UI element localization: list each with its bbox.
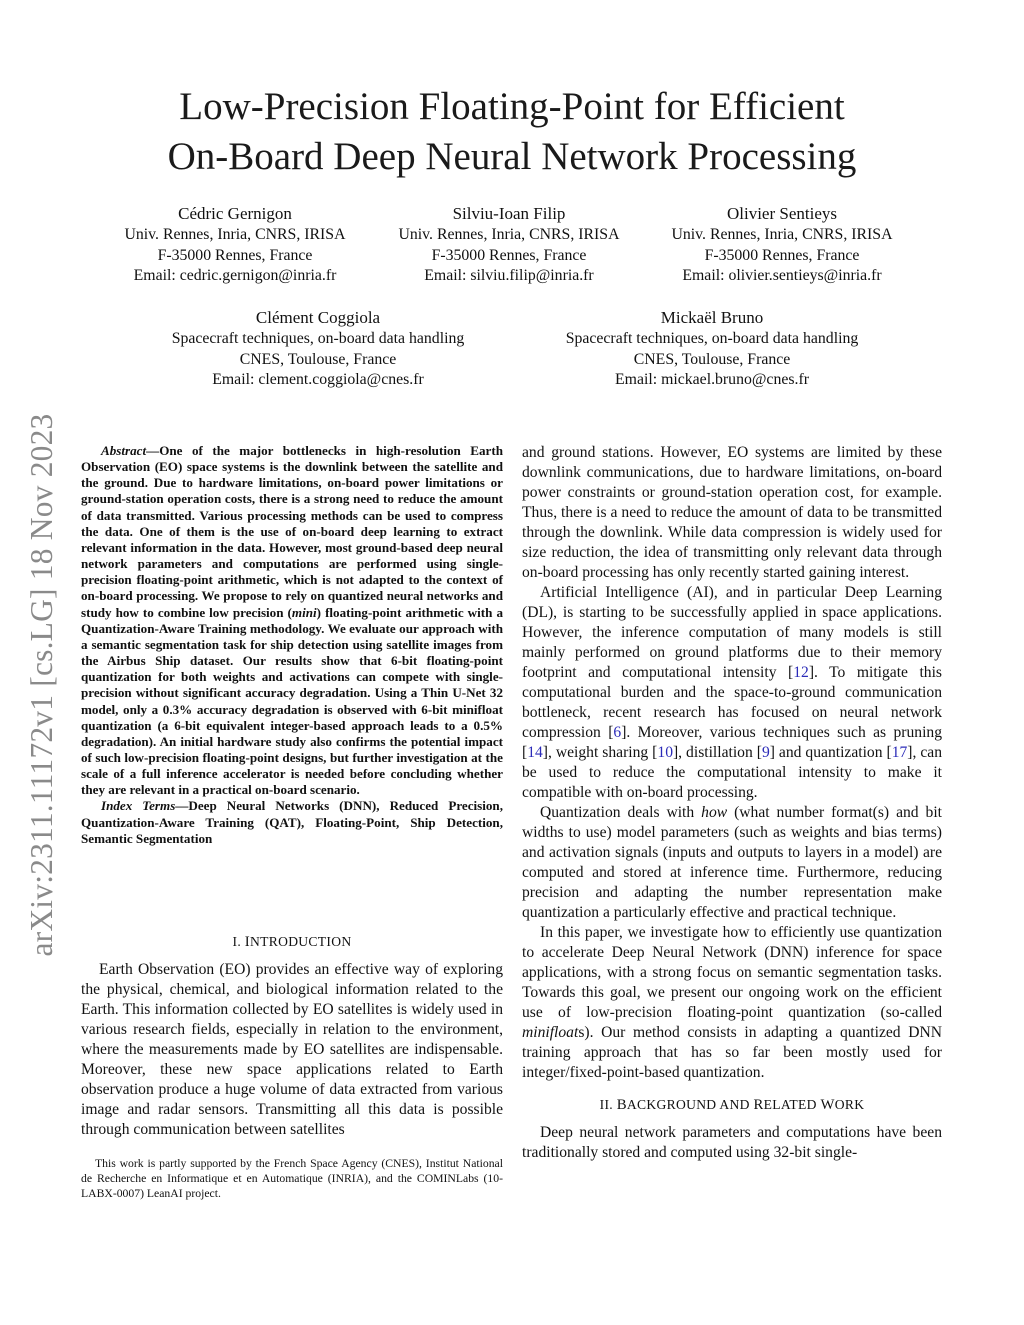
author-affiliation: Univ. Rennes, Inria, CNRS, IRISA [671,226,893,243]
author-email: Email: clement.coggiola@cnes.fr [212,371,424,388]
title-line-1: Low-Precision Floating-Point for Efficient [179,85,845,128]
author-name: Olivier Sentieys [726,204,837,223]
abstract-label: Abstract [101,443,147,458]
author-block-gernigon [115,203,355,287]
author-affiliation: Univ. Rennes, Inria, CNRS, IRISA [398,226,620,243]
abstract-paragraph [81,443,503,798]
author-block-bruno [544,307,880,391]
abstract-text-part-1: —One of the major bottlenecks in high-resolution Earth Observation (EO) space systems is the downlink between the satellite and the ground. Due to hardware limitations, on-board power limitations or ground-station operation costs, there is a strong need to reduce the amount of data transmitted. Various processing methods can be used to compress the data. One of them is the use of on-board deep learning to extract relevant information in the data. However, most ground-based deep neural network parameters and computations are performed using single-precision floating-point arithmetic, which is not adapted to the context of on-board processing. We propose to rely on quantized neural networks and study how to combine low precision ( [81,443,503,620]
text-run: ]. To mitigate this computational burden and the space-to-ground communication bottleneck, recent research has focused on neural network compression [ [522,664,942,741]
section-numeral: II. [599,1097,617,1112]
author-email: Email: cedric.gernigon@inria.fr [133,267,337,284]
arxiv-identifier-stamp: arXiv:2311.11172v1 [cs.LG] 18 Nov 2023 [24,413,59,957]
section-heading-initial: W [820,1097,835,1113]
author-affiliation: Spacecraft techniques, on-board data handling [565,330,859,347]
text-run: Quantization deals with [540,804,702,821]
title-line-2: On-Board Deep Neural Network Processing [167,135,857,178]
author-email: Email: olivier.sentieys@inria.fr [682,267,882,284]
citation-link-6[interactable]: 6 [613,724,622,741]
text-run: ] and quantization [ [769,744,892,761]
section-heading-background [522,1095,942,1115]
text-run: s). Our method consists in adapting a quantized DNN training approach that has so far been mostly used for integer/fixed-point-based quantization. [522,1024,942,1081]
author-address: F-35000 Rennes, France [157,246,313,264]
citation-link-12[interactable]: 12 [793,664,809,681]
abstract-text-part-2: ) floating-point arithmetic with a Quantization-Aware Training methodology. We evaluate our approach with a semantic segmentation task for ship detection using satellite images from the Airbus Ship dataset. Our results show that 6-bit floating-point quantization for both weights and activations can compete with single-precision without significant accuracy degradation. Using a Thin U-Net 32 model, only a 0.3% accuracy degradation is observed with 6-bit minifloat quantization (a 6-bit equivalent integer-based approach leads to a 0.5% degradation). An initial hardware study also confirms the potential impact of such low-precision floating-point designs, but further investigation at the scale of a full inference accelerator is needed before concluding whether they are relevant in a practical on-board scenario. [81,604,503,798]
author-name: Cédric Gernigon [178,204,292,223]
author-affiliation: Spacecraft techniques, on-board data handling [171,330,465,347]
citation-link-14[interactable]: 14 [527,744,543,761]
right-paragraph-4 [522,923,942,1083]
section-heading-introduction [81,932,503,952]
section-heading-rest: ACKGROUND AND [626,1097,754,1112]
section-heading-initial: I [244,934,250,950]
index-terms-label: Index Terms [101,798,176,814]
right-paragraph-2 [522,583,942,803]
author-address: CNES, Toulouse, France [239,350,397,368]
index-terms-text: —Deep Neural Networks (DNN), Reduced Precision, Quantization-Aware Training (QAT), Floating-Point, Ship Detection, Semantic Segmentation [81,798,503,846]
author-address: CNES, Toulouse, France [633,350,791,368]
citation-link-9[interactable]: 9 [761,744,770,761]
author-block-coggiola [150,307,486,391]
section-heading-rest: ELATED [763,1097,821,1112]
author-address: F-35000 Rennes, France [704,246,860,264]
author-block-filip [388,203,630,287]
footnote-text: This work is partly supported by the French Space Agency (CNES), Institut National de Recherche en Informatique et en Automatique (INRIA), and the COMINLabs (10-LABX-0007) LeanAI project. [81,1157,503,1200]
text-run: ], distillation [ [672,744,762,761]
right-paragraph-5: Deep neural network parameters and computations have been traditionally stored and computed using 32-bit single- [522,1124,942,1161]
emphasis-minifloats: minifloat [522,1024,579,1041]
right-paragraph-1: and ground stations. However, EO systems are limited by these downlink communications, due to hardware limitations, on-board power constraints or ground-station operation cost, for example. Thus, there is a need to reduce the amount of data to be transmitted through the downlink. While data compression is widely used for size reduction, the idea of transmitting only relevant data through on-board processing has only recently started gaining interest. [522,444,942,581]
section-heading-rest: NTRODUCTION [249,934,352,949]
introduction-section [81,932,503,1140]
text-run: ]. Moreover, various techniques such as pruning [ [522,724,942,761]
section-heading-initial: R [753,1097,764,1113]
introduction-paragraph: Earth Observation (EO) provides an effective way of exploring the physical, chemical, and biological information related to the Earth. This information collected by EO satellites is widely used in various research fields, especially in relation to the environment, where the measurements made by EO satellites are indispensable. Moreover, these new space applications related to Earth observation produce a huge volume of data extracted from various image and radar sensors. Transmitting all this data is possible through communication between satellites [81,961,503,1138]
citation-link-17[interactable]: 17 [891,744,908,761]
author-affiliation: Univ. Rennes, Inria, CNRS, IRISA [124,226,346,243]
author-email: Email: mickael.bruno@cnes.fr [615,371,809,388]
author-address: F-35000 Rennes, France [431,246,587,264]
section-numeral: I. [232,934,245,949]
section-heading-rest: ORK [834,1097,865,1112]
right-column [522,443,942,1163]
author-name: Clément Coggiola [255,308,381,327]
text-run: Artificial Intelligence (AI), and in particular Deep Learning (DL), is starting to be successfully applied in space applications. However, the inference computation of many models is still mainly performed on ground platforms due to their memory footprint and computational intensity [ [522,584,942,681]
text-run: (what number format(s) and bit widths to use) model parameters (such as weights and bias terms) and activation signals (inputs and outputs to layers in a model) are computed and stored at inference time. Furthermore, reducing precision and adapting the number representation make quantization a particularly effective and practical technique. [522,804,942,921]
abstract-block [81,443,503,847]
emphasis-how: how [701,804,728,821]
index-terms-paragraph [81,798,503,846]
abstract-mini-emphasis: mini [291,604,317,620]
author-email: Email: silviu.filip@inria.fr [424,267,594,284]
funding-footnote [81,1156,503,1201]
author-block-sentieys [661,203,903,287]
section-heading-initial: B [616,1097,627,1113]
author-name: Silviu-Ioan Filip [452,204,566,223]
citation-link-10[interactable]: 10 [657,744,673,761]
text-run: ], weight sharing [ [542,744,658,761]
author-name: Mickaël Bruno [660,308,764,327]
text-run: In this paper, we investigate how to efficiently use quantization to accelerate Deep Neural Network (DNN) inference for space applications, with a strong focus on semantic segmentation tasks. Towards this goal, we present our ongoing work on the efficient use of low-precision floating-point quantization (so-called [522,924,942,1021]
text-run: ], can be used to reduce the computational intensity to make it compatible with on-board processing. [522,744,942,801]
right-paragraph-3 [522,803,942,923]
paper-title [100,82,924,182]
